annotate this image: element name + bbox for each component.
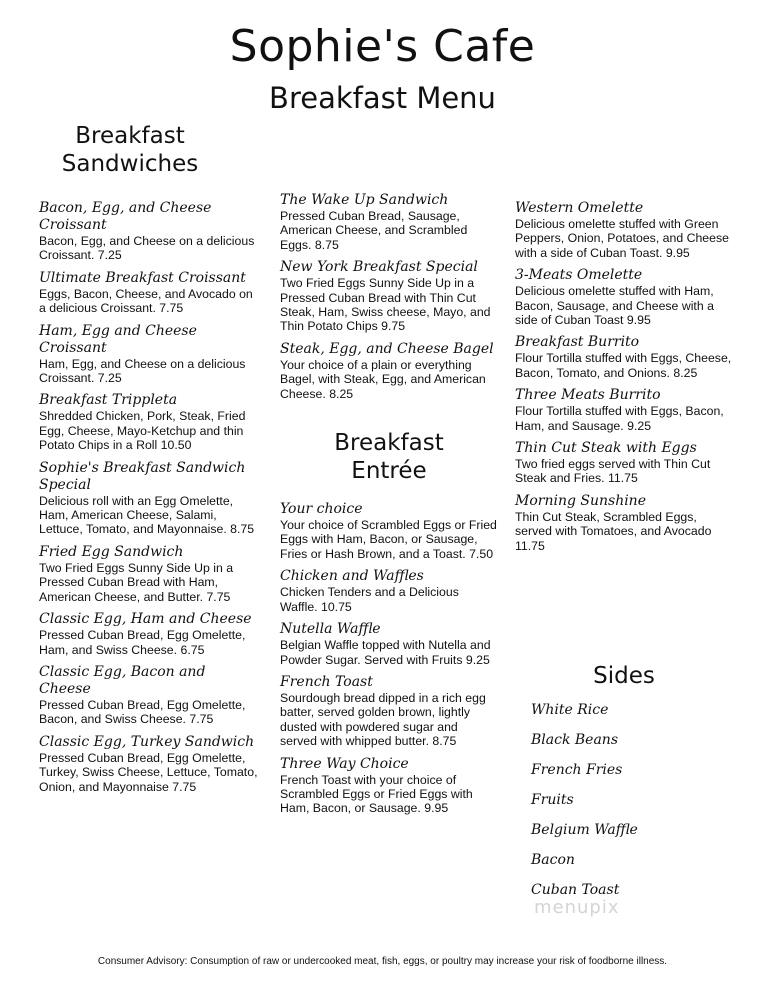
- item-name: Three Meats Burrito: [515, 387, 661, 404]
- item-name: Classic Egg, Turkey Sandwich: [39, 733, 255, 750]
- item-description: Pressed Cuban Bread, Egg Omelette, Bacon, and Swiss Cheese. 7.75: [39, 697, 246, 727]
- section-heading-sandwiches: [19, 122, 241, 178]
- item-description: Your choice of Scrambled Eggs or Fried Eggs with Ham, Bacon, or Sausage, Fries or Hash Brown, and a Toast. 7.50: [280, 518, 497, 561]
- item-name: Chicken and Waffles: [280, 568, 424, 585]
- item-name: Thin Cut Steak with Eggs: [515, 440, 697, 457]
- item-description: Delicious omelette stuffed with Green Peppers, Onion, Potatoes, and Cheese with a side of Cuban Toast. 9.95: [515, 217, 729, 260]
- item-name: Nutella Waffle: [280, 621, 381, 638]
- menu-item: [280, 756, 498, 816]
- item-name: Fried Egg Sandwich: [39, 543, 184, 560]
- item-description: Flour Tortilla stuffed with Eggs, Cheese, Bacon, Tomato, and Onions. 8.25: [515, 351, 732, 380]
- item-description: Your choice of a plain or everything Bagel, with Steak, Egg, and American Cheese. 8.25: [280, 357, 486, 401]
- item-name: Ultimate Breakfast Croissant: [39, 269, 246, 286]
- menu-item: [280, 674, 498, 749]
- item-name: Steak, Egg, and Cheese Bagel: [280, 340, 494, 357]
- column-middle: [280, 192, 498, 823]
- item-description: Flour Tortilla stuffed with Eggs, Bacon, Ham, and Sausage. 9.25: [515, 404, 724, 433]
- column-right: [515, 200, 735, 560]
- menu-item: [39, 664, 261, 727]
- watermark: menupix: [534, 897, 620, 918]
- page-subtitle: Breakfast Menu: [269, 81, 496, 115]
- item-name: Breakfast Trippleta: [39, 392, 178, 409]
- item-description: Pressed Cuban Bread, Egg Omelette, Ham, and Swiss Cheese. 6.75: [39, 628, 246, 657]
- menu-item: [515, 267, 735, 327]
- item-description: Delicious omelette stuffed with Ham, Bacon, Sausage, and Cheese with a side of Cuban Toast 9.95: [515, 284, 714, 328]
- menu-item: [280, 192, 498, 252]
- item-description: Chicken Tenders and a Delicious Waffle. 10.75: [280, 585, 459, 614]
- item-name: Sophie's Breakfast Sandwich Special: [39, 459, 246, 493]
- item-description: Delicious roll with an Egg Omelette, Ham, American Cheese, Salami, Lettuce, Tomato, and Mayonnaise. 8.75: [39, 493, 255, 537]
- item-name: Classic Egg, Bacon and Cheese: [39, 663, 206, 697]
- item-name: Bacon, Egg, and Cheese Croissant: [39, 200, 212, 233]
- heading-line-1: Breakfast: [75, 123, 185, 149]
- item-description: Eggs, Bacon, Cheese, and Avocado on a delicious Croissant. 7.75: [39, 286, 253, 316]
- item-name: Breakfast Burrito: [515, 334, 640, 351]
- menu-item: [515, 334, 735, 380]
- item-description: Shredded Chicken, Pork, Steak, Fried Egg, Cheese, Mayo-Ketchup and thin Potato Chips in a Roll 10.50: [39, 409, 246, 453]
- menu-item: [515, 493, 735, 553]
- side-item: Black Beans: [531, 732, 619, 748]
- item-description: Ham, Egg, and Cheese on a delicious Croissant. 7.25: [39, 356, 246, 386]
- menu-item: [39, 323, 261, 386]
- item-description: Sourdough bread dipped in a rich egg batter, served golden brown, lightly dusted with powdered sugar and served with whipped butter. 8.75: [280, 690, 486, 749]
- menu-item: [39, 270, 261, 316]
- menu-item: [280, 568, 498, 614]
- menu-item: [39, 611, 261, 657]
- column-sandwiches: [39, 122, 261, 801]
- side-item: French Fries: [531, 762, 623, 778]
- item-name: Western Omelette: [515, 200, 644, 216]
- item-description: Two Fried Eggs Sunny Side Up in a Pressed Cuban Bread with Thin Cut Steak, Ham, Swiss cheese, Mayo, and Thin Potato Chips 9.75: [280, 276, 491, 334]
- side-item: White Rice: [531, 702, 609, 718]
- heading-line-2: Entrée: [351, 458, 427, 485]
- item-description: Thin Cut Steak, Scrambled Eggs, served with Tomatoes, and Avocado 11.75: [515, 509, 712, 553]
- item-name: New York Breakfast Special: [280, 259, 478, 276]
- item-name: Three Way Choice: [280, 755, 409, 772]
- sides-list: [531, 700, 731, 910]
- item-description: Pressed Cuban Bread, Sausage, American Cheese, and Scrambled Eggs. 8.75: [280, 209, 468, 252]
- menu-item: [280, 259, 498, 334]
- item-description: Two Fried Eggs Sunny Side Up in a Pressed Cuban Bread with Ham, American Cheese, and Butter. 7.75: [39, 560, 234, 604]
- side-item: Fruits: [531, 792, 574, 808]
- menu-item: [515, 200, 735, 260]
- item-description: French Toast with your choice of Scrambled Eggs or Fried Eggs with Ham, Bacon, or Sausage. 9.95: [280, 772, 473, 816]
- menu-item: [39, 734, 261, 794]
- item-name: French Toast: [280, 673, 373, 690]
- item-description: Belgian Waffle topped with Nutella and Powder Sugar. Served with Fruits 9.25: [280, 638, 491, 667]
- menu-item: [280, 341, 498, 401]
- menu-item: [39, 460, 261, 537]
- section-heading-sides: Sides: [593, 663, 655, 689]
- menu-item: [280, 501, 498, 561]
- menu-item: [515, 440, 735, 486]
- page-title: Sophie's Cafe: [229, 21, 536, 72]
- heading-line-1: Breakfast: [334, 430, 444, 457]
- item-name: Your choice: [280, 501, 363, 518]
- menu-item: [515, 387, 735, 433]
- item-name: Classic Egg, Ham and Cheese: [39, 611, 252, 628]
- menu-item: [39, 544, 261, 604]
- section-heading-entree: [280, 429, 498, 485]
- item-name: Ham, Egg and Cheese Croissant: [39, 322, 197, 356]
- side-item: Belgium Waffle: [531, 822, 638, 838]
- item-description: Bacon, Egg, and Cheese on a delicious Croissant. 7.25: [39, 234, 255, 263]
- menu-item: [39, 392, 261, 452]
- item-description: Pressed Cuban Bread, Egg Omelette, Turkey, Swiss Cheese, Lettuce, Tomato, Onion, and Mayonnaise 7.75: [39, 750, 258, 794]
- side-item: Bacon: [531, 852, 575, 868]
- heading-line-2: Sandwiches: [61, 151, 199, 177]
- menu-item: [39, 200, 261, 263]
- item-name: 3-Meats Omelette: [515, 267, 643, 284]
- menu-item: [280, 621, 498, 667]
- item-name: The Wake Up Sandwich: [280, 192, 449, 208]
- item-name: Morning Sunshine: [515, 492, 646, 509]
- side-item: Cuban Toast: [531, 882, 620, 898]
- item-description: Two fried eggs served with Thin Cut Steak and Fries. 11.75: [515, 457, 711, 486]
- consumer-advisory: Consumer Advisory: Consumption of raw or undercooked meat, fish, eggs, or poultry may increase your risk of foodborne illness.: [97, 956, 668, 967]
